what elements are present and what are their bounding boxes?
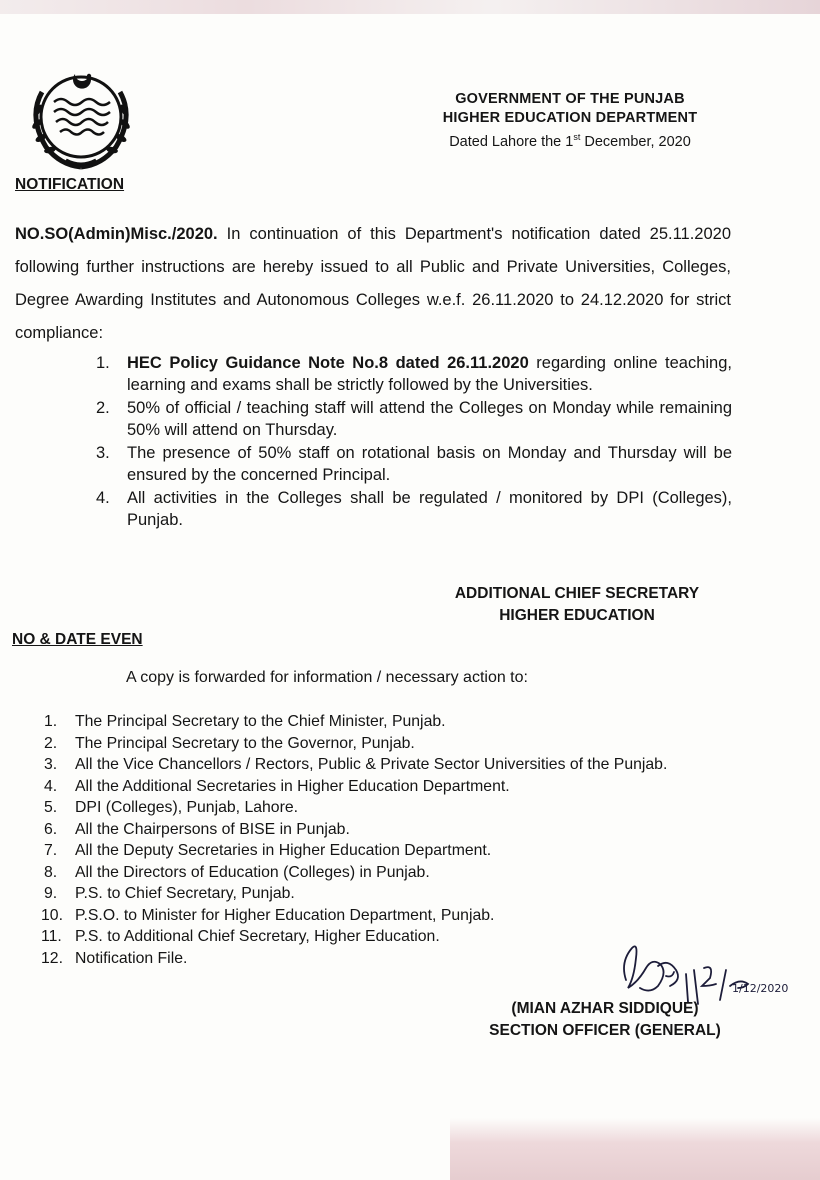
list-item: 5. DPI (Colleges), Punjab, Lahore. (44, 799, 299, 816)
list-item: 7. All the Deputy Secretaries in Higher Education Department. (44, 842, 492, 859)
list-item: 1. The Principal Secretary to the Chief Minister, Punjab. (44, 713, 446, 730)
copy-to-list (41, 711, 744, 969)
signature-date: 1/12/2020 (732, 982, 788, 995)
even-label: NO & DATE EVEN (12, 631, 143, 648)
list-item: 3. All the Vice Chancellors / Rectors, Public & Private Sector Universities of the Punjab. (44, 756, 668, 773)
officer-name: (MIAN AZHAR SIDDIQUE) (511, 1000, 699, 1017)
body-text: In continuation of this Department's notification dated 25.11.2020 following further instructions are hereby issued to all Public and Private Universities, Colleges, Degree Awarding Institutes and Autonomous Colleges w.e.f. 26.11.2020 to 24.12.2020 for strict compliance: (15, 225, 731, 342)
instruction-item: 4. All activities in the Colleges shall be regulated / monitored by DPI (Colleges), Punjab. (96, 489, 732, 529)
list-item: 6. All the Chairpersons of BISE in Punjab. (44, 820, 350, 838)
list-item: 4. All the Additional Secretaries in Higher Education Department. (44, 777, 510, 795)
instructions-list (96, 352, 732, 532)
list-item: 11. P.S. to Additional Chief Secretary, Higher Education. (41, 928, 440, 945)
list-item: 12. Notification File. (41, 949, 188, 967)
instruction-item: 2. 50% of official / teaching staff will attend the Colleges on Monday while remaining 50% will attend on Thursday. (96, 399, 732, 439)
officer-designation: SECTION OFFICER (GENERAL) (489, 1022, 721, 1039)
notification-title: NOTIFICATION (15, 176, 125, 193)
letterhead (420, 90, 720, 152)
signatory-block (420, 583, 734, 627)
letterhead-date: Dated Lahore the 1st December, 2020 (449, 132, 691, 150)
scan-edge-bottom (450, 1118, 820, 1180)
list-item: 2. The Principal Secretary to the Governor, Punjab. (44, 734, 415, 752)
letterhead-government: GOVERNMENT OF THE PUNJAB (455, 91, 685, 107)
signatory-department: HIGHER EDUCATION (499, 607, 655, 624)
notification-body (15, 218, 731, 350)
scan-edge-top (0, 0, 820, 14)
government-of-punjab-emblem (14, 62, 148, 172)
list-item: 8. All the Directors of Education (Colleges) in Punjab. (44, 863, 430, 881)
instruction-item: 1. HEC Policy Guidance Note No.8 dated 26.11.2020 regarding online teaching, learning and exams shall be strictly followed by the Universities. (96, 354, 732, 394)
forward-text: A copy is forwarded for information / necessary action to: (126, 669, 528, 686)
instruction-item: 3. The presence of 50% staff on rotational basis on Monday and Thursday will be ensured by the concerned Principal. (96, 444, 732, 484)
letterhead-department: HIGHER EDUCATION DEPARTMENT (442, 110, 698, 126)
list-item: 10. P.S.O. to Minister for Higher Education Department, Punjab. (41, 906, 495, 924)
signatory-title: ADDITIONAL CHIEF SECRETARY (454, 585, 700, 602)
reference-number: NO.SO(Admin)Misc./2020. (15, 225, 218, 243)
list-item: 9. P.S. to Chief Secretary, Punjab. (44, 885, 295, 902)
officer-block (470, 998, 740, 1042)
